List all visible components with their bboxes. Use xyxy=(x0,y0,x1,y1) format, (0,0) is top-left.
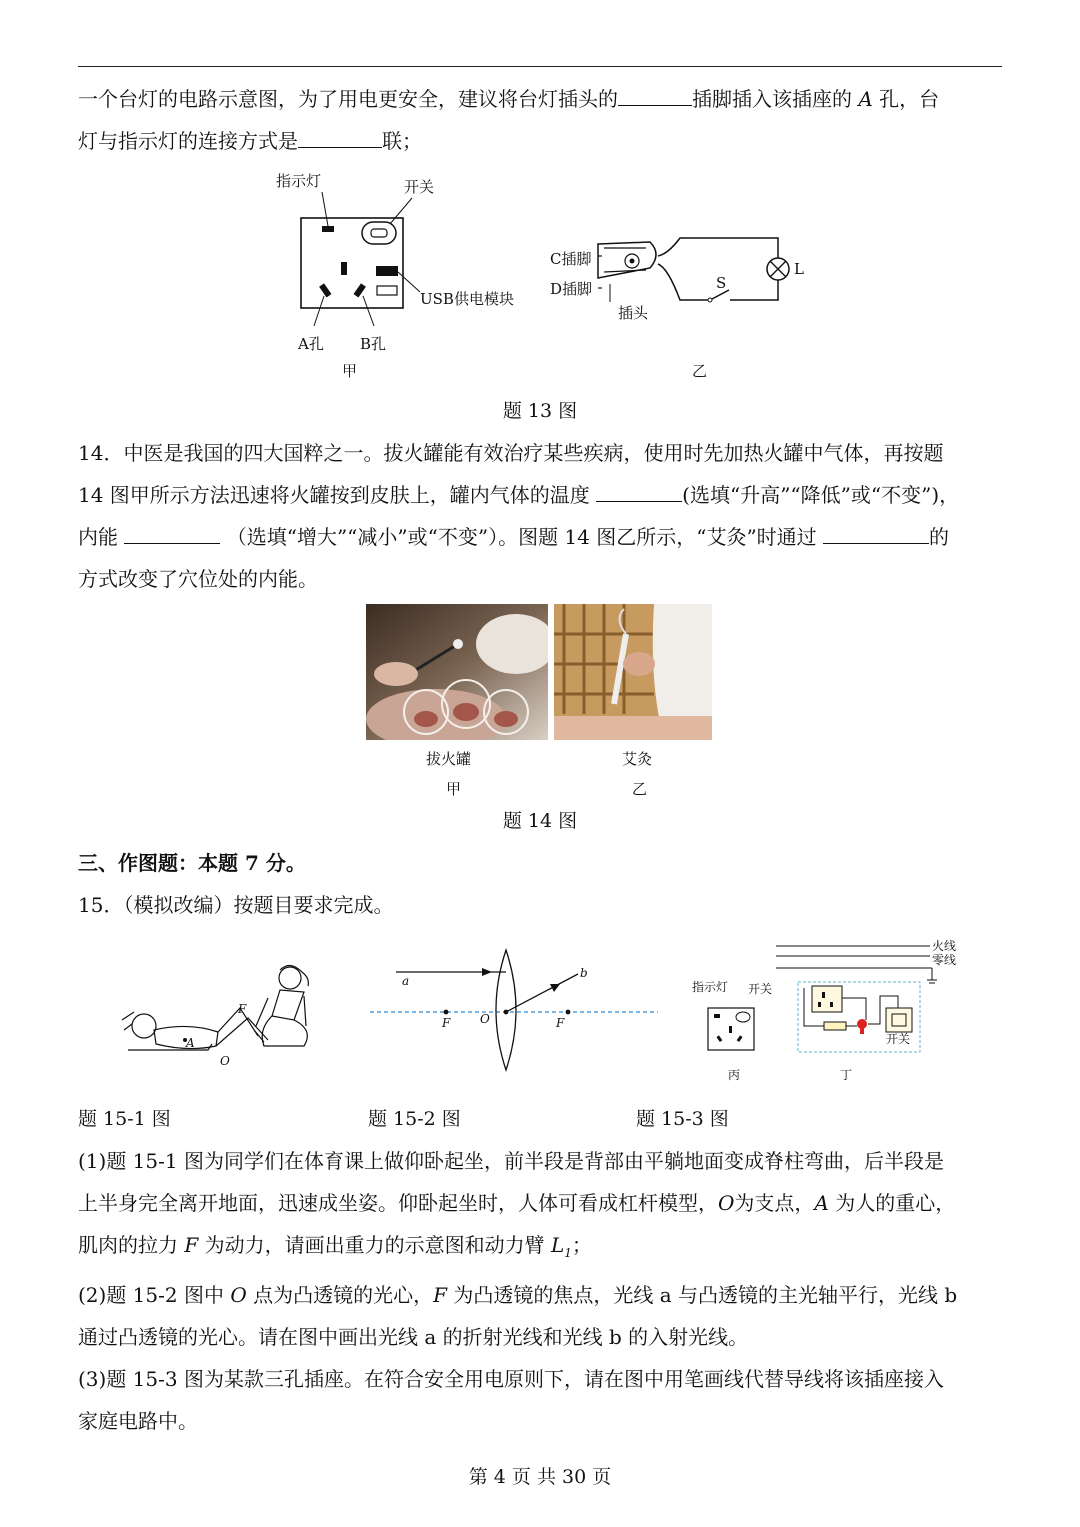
live-wire-label: 火线 xyxy=(932,939,957,953)
wiring-figure xyxy=(700,936,970,1066)
fig151-caption: 题 15-1 图 xyxy=(78,1108,171,1130)
fig-yi-label: 乙 xyxy=(692,362,708,380)
answer-blank[interactable] xyxy=(596,479,682,502)
usb-label: USB供电模块 xyxy=(420,290,514,308)
moxibustion-photo xyxy=(554,604,712,740)
cupping-photo xyxy=(366,604,548,740)
fig152-a: a xyxy=(402,974,410,988)
fig153-switch2: 开关 xyxy=(886,1032,911,1046)
answer-blank[interactable] xyxy=(298,125,382,148)
lens-figure xyxy=(366,944,666,1074)
pin-d-label: D插脚 xyxy=(550,280,593,298)
fig152-b: b xyxy=(580,966,588,980)
answer-blank[interactable] xyxy=(618,83,692,106)
hole-a-label: A孔 xyxy=(298,335,324,353)
l-label: L xyxy=(794,260,804,278)
fig13-caption: 题 13 图 xyxy=(502,400,578,422)
plug-circuit-diagram xyxy=(540,226,820,316)
fig153-caption: 题 15-3 图 xyxy=(636,1108,729,1130)
fig151-f: F xyxy=(238,1002,247,1016)
photo-jia-sub: 甲 xyxy=(446,780,462,798)
section3-heading: 三、作图题：本题 7 分。 xyxy=(78,851,306,875)
situp-figure xyxy=(108,960,328,1070)
cupping-label: 拔火罐 xyxy=(426,750,472,768)
pin-c-label: C插脚 xyxy=(550,250,592,268)
fig-jia-label: 甲 xyxy=(342,362,358,380)
fig152-f2: F xyxy=(556,1016,565,1030)
q15-subquestions: (1)题 15-1 图为同学们在体育课上做仰卧起坐，前半段是背部由平躺地面变成脊柱弯曲，后半段是 上半身完全离开地面，迅速成坐姿。仰卧起坐时，人体可看成杠杆模型，O为支点，A 为人的重心， 肌肉的拉力 F 为动力，请画出重力的示意图和动力臂 $L_1$； (2)题 15-2 图中 O 点为凸透镜的光心，F 为凸透镜的焦点，光线 a 与凸透镜的主光轴平行，光线 b 通过凸透镜的光心。请在图中画出光线 a 的折射光线和光线 b 的入射光线。 (3)题 15-3 图为某款三孔插座。在符合安全用电原则下，请在图中用笔画线代替导线将该插座接入 家庭电路中。 xyxy=(78,1149,958,1433)
fig151-a: A xyxy=(186,1036,195,1050)
header-rule xyxy=(78,66,1002,67)
photo-yi-sub: 乙 xyxy=(632,780,648,798)
fig152-f1: F xyxy=(442,1016,451,1030)
fig153-switch: 开关 xyxy=(748,982,773,996)
moxibustion-label: 艾灸 xyxy=(622,750,653,768)
answer-blank[interactable] xyxy=(823,521,929,544)
plug-label: 插头 xyxy=(618,304,649,322)
fig14-caption: 题 14 图 xyxy=(502,810,578,832)
q15-intro: 15．（模拟改编）按题目要求完成。 xyxy=(78,893,394,917)
indicator-label: 指示灯 xyxy=(276,172,322,190)
page-footer: 第 4 页 共 30 页 xyxy=(468,1466,612,1488)
neutral-wire-label: 零线 xyxy=(932,953,957,967)
fig153-indicator: 指示灯 xyxy=(692,980,729,994)
hole-b-label: B孔 xyxy=(360,335,387,353)
fig153-ding: 丁 xyxy=(840,1068,853,1082)
switch-label: 开关 xyxy=(404,178,435,196)
q13-text: 一个台灯的电路示意图，为了用电更安全，建议将台灯插头的 插脚插入该插座的 A 孔，台 灯与指示灯的连接方式是 联； xyxy=(78,78,1002,162)
s-label: S xyxy=(716,274,727,292)
answer-blank[interactable] xyxy=(124,521,220,544)
q14-text: 14．中医是我国的四大国粹之一。拔火罐能有效治疗某些疾病，使用时先加热火罐中气体，再按题 14 图甲所示方法迅速将火罐按到皮肤上，罐内气体的温度 (选填“升高”“降低”或“不变”)， 内能 （选填“增大”“减小”或“不变”）。图题 14 图乙所示，“艾灸”时通过 的 方式改变了穴位处的内能。 xyxy=(78,441,960,591)
fig153-bing: 丙 xyxy=(728,1068,741,1082)
fig152-o: O xyxy=(480,1012,490,1026)
fig151-o: O xyxy=(220,1054,230,1068)
fig152-caption: 题 15-2 图 xyxy=(368,1108,461,1130)
